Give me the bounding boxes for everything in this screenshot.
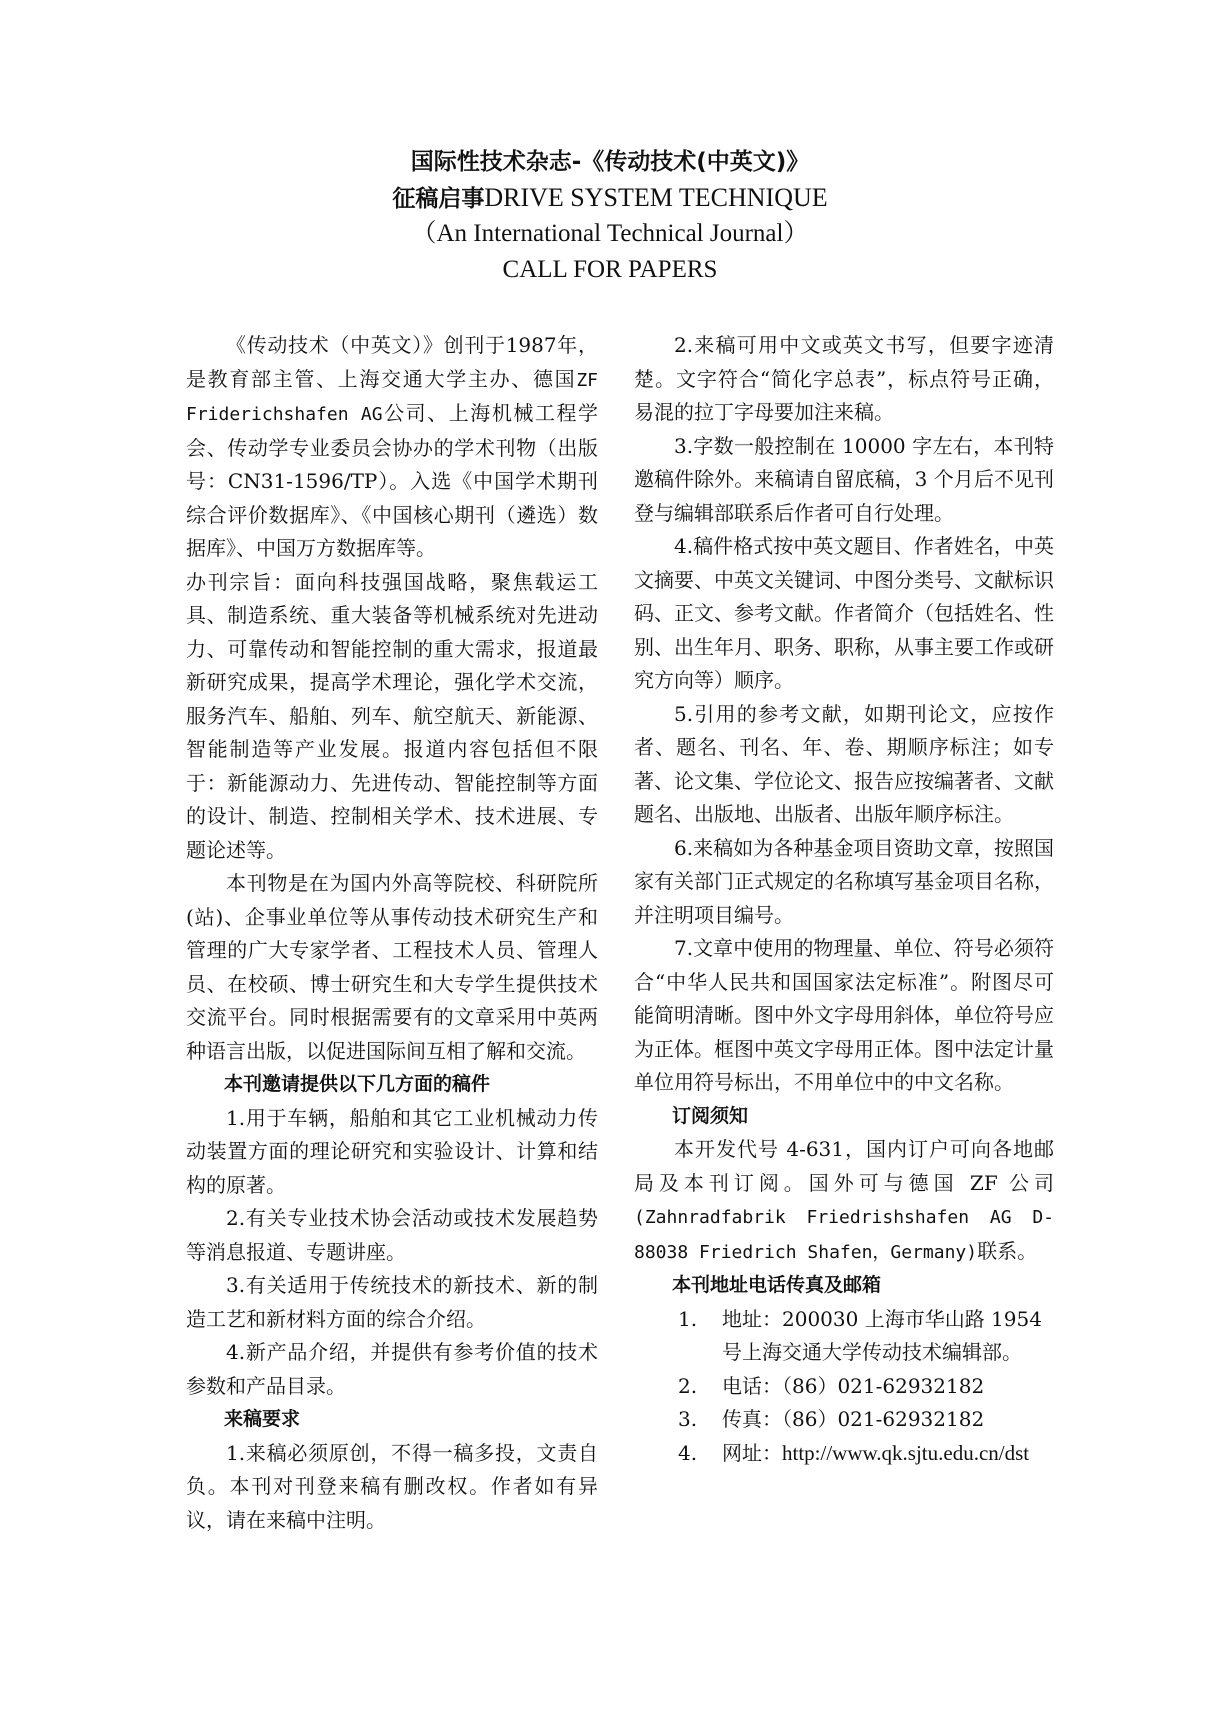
contact-value: （86）021-62932182 (782, 1373, 985, 1398)
contact-number: 2. (678, 1373, 698, 1398)
contact-item-fax (634, 1403, 1054, 1437)
contact-item-address (634, 1303, 1054, 1370)
requirement-item-6: 6.来稿如为各种基金项目资助文章，按照国家有关部门正式规定的名称填写基金项目名称，并注明项目编号。 (634, 835, 1054, 927)
title-line-4: CALL FOR PAPERS (502, 256, 718, 283)
intro-company: ZF Friderichshafen AG (186, 369, 598, 425)
contact-number: 3. (678, 1407, 698, 1431)
contact-list (634, 1303, 1054, 1471)
contact-item-phone (634, 1370, 1054, 1404)
section-invite-heading: 本刊邀请提供以下几方面的稿件 (224, 1073, 491, 1095)
invite-item-2: 2.有关专业技术协会活动或技术发展趋势等消息报道、专题讲座。 (186, 1206, 598, 1264)
website-link[interactable]: http://www.qk.sjtu.edu.cn/dst (782, 1440, 1030, 1465)
title-en: DRIVE SYSTEM TECHNIQUE (484, 183, 828, 212)
section-contact-heading: 本刊地址电话传真及邮箱 (672, 1274, 882, 1296)
title-line-2 (0, 180, 1220, 216)
requirement-item-4: 4.稿件格式按中英文题目、作者姓名，中英文摘要、中英文关键词、中图分类号、文献标识码、正文、参考文献。作者简介（包括姓名、性别、出生年月、职务、职称，从事主要工作或研究方向等）顺序。 (634, 534, 1054, 692)
intro-1c: 公司、上海机械工程学会、传动学专业委员会协办的学术刊物（出版号：CN31-1596/TP）。入选《中国学术期刊综合评价数据库》、《中国核心期刊（遴选）数据库》、中国万方数据库等。 (186, 401, 598, 560)
requirement-item-5: 5.引用的参考文献，如期刊论文，应按作者、题名、刊名、年、卷、期顺序标注；如专著、论文集、学位论文、报告应按编著者、文献题名、出版地、出版者、出版年顺序标注。 (634, 701, 1054, 826)
contact-text (722, 1370, 1054, 1404)
requirement-item-1: 1.来稿必须原创，不得一稿多投，文责自负。本刊对刊登来稿有删改权。作者如有异议，请在来稿中注明。 (186, 1440, 598, 1532)
contact-text (722, 1403, 1054, 1437)
title-line-3: （An International Technical Journal） (411, 220, 809, 247)
right-column (634, 329, 1054, 1470)
intro-paragraph-3: 本刊物是在为国内外高等院校、科研院所(站)、企事业单位等从事传动技术研究生产和管理的广大专家学者、工程技术人员、管理人员、在校硕、博士研究生和大专学生提供技术交流平台。同时根据需要有的文章采用中英两种语言出版，以促进国际间互相了解和交流。 (186, 871, 598, 1063)
intro-paragraph-1 (186, 329, 598, 566)
contact-number: 1. (678, 1306, 698, 1331)
left-column (186, 329, 598, 1537)
invite-item-4: 4.新产品介绍，并提供有参考价值的技术参数和产品目录。 (186, 1340, 598, 1398)
page-header (0, 144, 1220, 288)
contact-value: （86）021-62932182 (782, 1407, 985, 1431)
contact-text (722, 1303, 1054, 1370)
intro-paragraph-2: 办刊宗旨：面向科技强国战略，聚焦载运工具、制造系统、重大装备等机械系统对先进动力、可靠传动和智能控制的重大需求，报道最新研究成果，提高学术理论，强化学术交流，服务汽车、船舶、列车、航空航天、新能源、智能制造等产业发展。报道内容包括但不限于：新能源动力、先进传动、智能控制等方面的设计、制造、控制相关学术、技术进展、专题论述等。 (186, 569, 598, 862)
invite-item-1: 1.用于车辆，船舶和其它工业机械动力传动装置方面的理论研究和实验设计、计算和结构的原著。 (186, 1105, 598, 1197)
contact-value: 200030 上海市华山路 1954 号上海交通大学传动技术编辑部。 (722, 1306, 1042, 1364)
contact-label: 传真： (722, 1407, 782, 1431)
contact-label: 电话： (722, 1373, 782, 1398)
requirement-item-2: 2.来稿可用中文或英文书写，但要字迹清楚。文字符合“简化字总表”，标点符号正确，易混的拉丁字母要加注来稿。 (634, 333, 1054, 424)
title-cn: 征稿启事 (392, 186, 485, 212)
contact-label: 网址： (722, 1440, 782, 1465)
requirement-item-7: 7.文章中使用的物理量、单位、符号必须符合“中华人民共和国国家法定标准”。附图尽可能简明清晰。图中外文字母用斜体，单位符号应为正体。框图中英文字母用正体。图中法定计量单位用符号标出，不用单位中的中文名称。 (634, 936, 1054, 1094)
subscription-a: 本开发代号 4-631，国内订户可向各地邮局及本刊订阅。国外可与德国 ZF 公司 (634, 1137, 1054, 1195)
title-line-1: 国际性技术杂志-《传动技术(中英文)》 (410, 149, 810, 175)
requirement-item-3: 3.字数一般控制在 10000 字左右，本刊特邀稿件除外。来稿请自留底稿，3 个月后不见刊登与编辑部联系后作者可自行处理。 (634, 433, 1054, 525)
section-subscription-heading: 订阅须知 (672, 1104, 749, 1127)
subscription-paragraph (634, 1133, 1054, 1269)
contact-item-website (634, 1437, 1054, 1471)
section-requirements-heading: 来稿要求 (224, 1408, 301, 1430)
intro-1a: 《传动技术（中英文）》创刊于1987年，是教育部主管、上海交通大学主办、德国 (186, 333, 598, 391)
contact-number: 4. (678, 1440, 698, 1465)
contact-label: 地址： (722, 1306, 782, 1331)
invite-item-3: 3.有关适用于传统技术的新技术、新的制造工艺和新材料方面的综合介绍。 (186, 1273, 598, 1331)
subscription-c: 联系。 (977, 1238, 1038, 1263)
contact-text (722, 1437, 1054, 1471)
subscription-address: (Zahnradfabrik Friedrishshafen AG D-88038 Friedrich Shafen，Germany) (634, 1207, 1054, 1263)
